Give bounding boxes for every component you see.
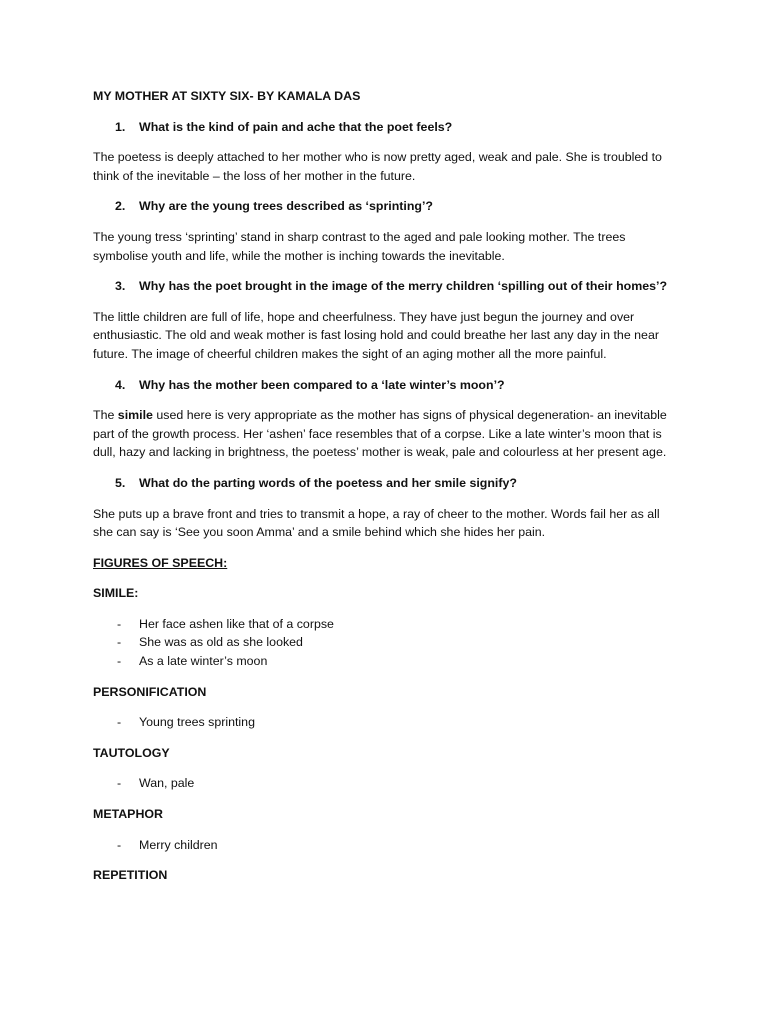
list-item-text: As a late winter’s moon [139,654,268,669]
question-5 [93,474,678,493]
question-text: Why are the young trees described as ‘sprinting’? [139,199,433,214]
answer-5: She puts up a brave front and tries to transmit a hope, a ray of cheer to the mother. Words fail her as all she can say is ‘See you soon Amma’ and a smile behind which she hides her pain. [93,506,660,540]
answer-bold-term: simile [117,408,153,423]
answer-3: The little children are full of life, hope and cheerfulness. They have just begun the journey and over enthusiastic. The old and weak mother is fast losing hold and could breathe her last any day in the near future. The image of cheerful children makes the sight of an aging mother all the more painful. [93,309,659,361]
list-item-text: She was as old as she looked [139,635,303,650]
answer-1: The poetess is deeply attached to her mother who is now pretty aged, weak and pale. She is troubled to think of the inevitable – the loss of her mother in the future. [93,150,662,183]
question-number: 3. [115,279,126,294]
list-item [93,836,678,855]
figure-heading-metaphor: METAPHOR [93,807,163,822]
question-2 [93,197,678,216]
question-4 [93,376,678,395]
question-text: Why has the mother been compared to a ‘late winter’s moon’? [139,377,505,392]
list-item [93,774,678,793]
question-number: 2. [115,199,126,214]
simile-list [93,615,678,671]
bullet-marker: - [117,776,122,791]
figures-heading: FIGURES OF SPEECH: [93,555,228,570]
question-1 [93,118,678,137]
answer-2: The young tress ‘sprinting’ stand in sharp contrast to the aged and pale looking mother. The trees symbolise youth and life, while the mother is inching towards the inevitable. [93,229,626,263]
list-item [93,652,678,671]
tautology-list [93,774,678,793]
figure-heading-repetition: REPETITION [93,868,168,883]
bullet-marker: - [117,837,122,852]
list-item-text: Wan, pale [139,776,195,791]
question-number: 5. [115,475,126,490]
question-text: What do the parting words of the poetess and her smile signify? [139,475,517,490]
figure-heading-personification: PERSONIFICATION [93,684,207,699]
answer-4 [93,406,678,462]
list-item [93,633,678,652]
question-number: 1. [115,119,126,134]
bullet-marker: - [117,715,122,730]
list-item-text: Merry children [139,837,218,852]
figure-heading-tautology: TAUTOLOGY [93,745,170,760]
list-item-text: Her face ashen like that of a corpse [139,616,334,631]
answer-prefix: The [93,408,118,423]
list-item-text: Young trees sprinting [139,715,255,730]
list-item [93,713,678,732]
metaphor-list [93,836,678,855]
question-text: What is the kind of pain and ache that the poet feels? [139,119,453,134]
list-item [93,615,678,634]
personification-list [93,713,678,732]
bullet-marker: - [117,635,122,650]
bullet-marker: - [117,616,122,631]
question-text: Why has the poet brought in the image of the merry children ‘spilling out of their homes’? [139,279,668,294]
document-title: MY MOTHER AT SIXTY SIX- BY KAMALA DAS [93,89,361,103]
figure-heading-simile: SIMILE: [93,586,139,601]
question-number: 4. [115,377,126,392]
question-3 [93,277,678,296]
answer-rest: used here is very appropriate as the mother has signs of physical degeneration- an inevitable part of the growth process. Her ‘ashen’ face resembles that of a corpse. Like a late winter’s moon that is dull, hazy and lacking in brightness, the poetess’ mother is weak, pale and colourless at her present age. [93,408,667,460]
bullet-marker: - [117,654,122,669]
